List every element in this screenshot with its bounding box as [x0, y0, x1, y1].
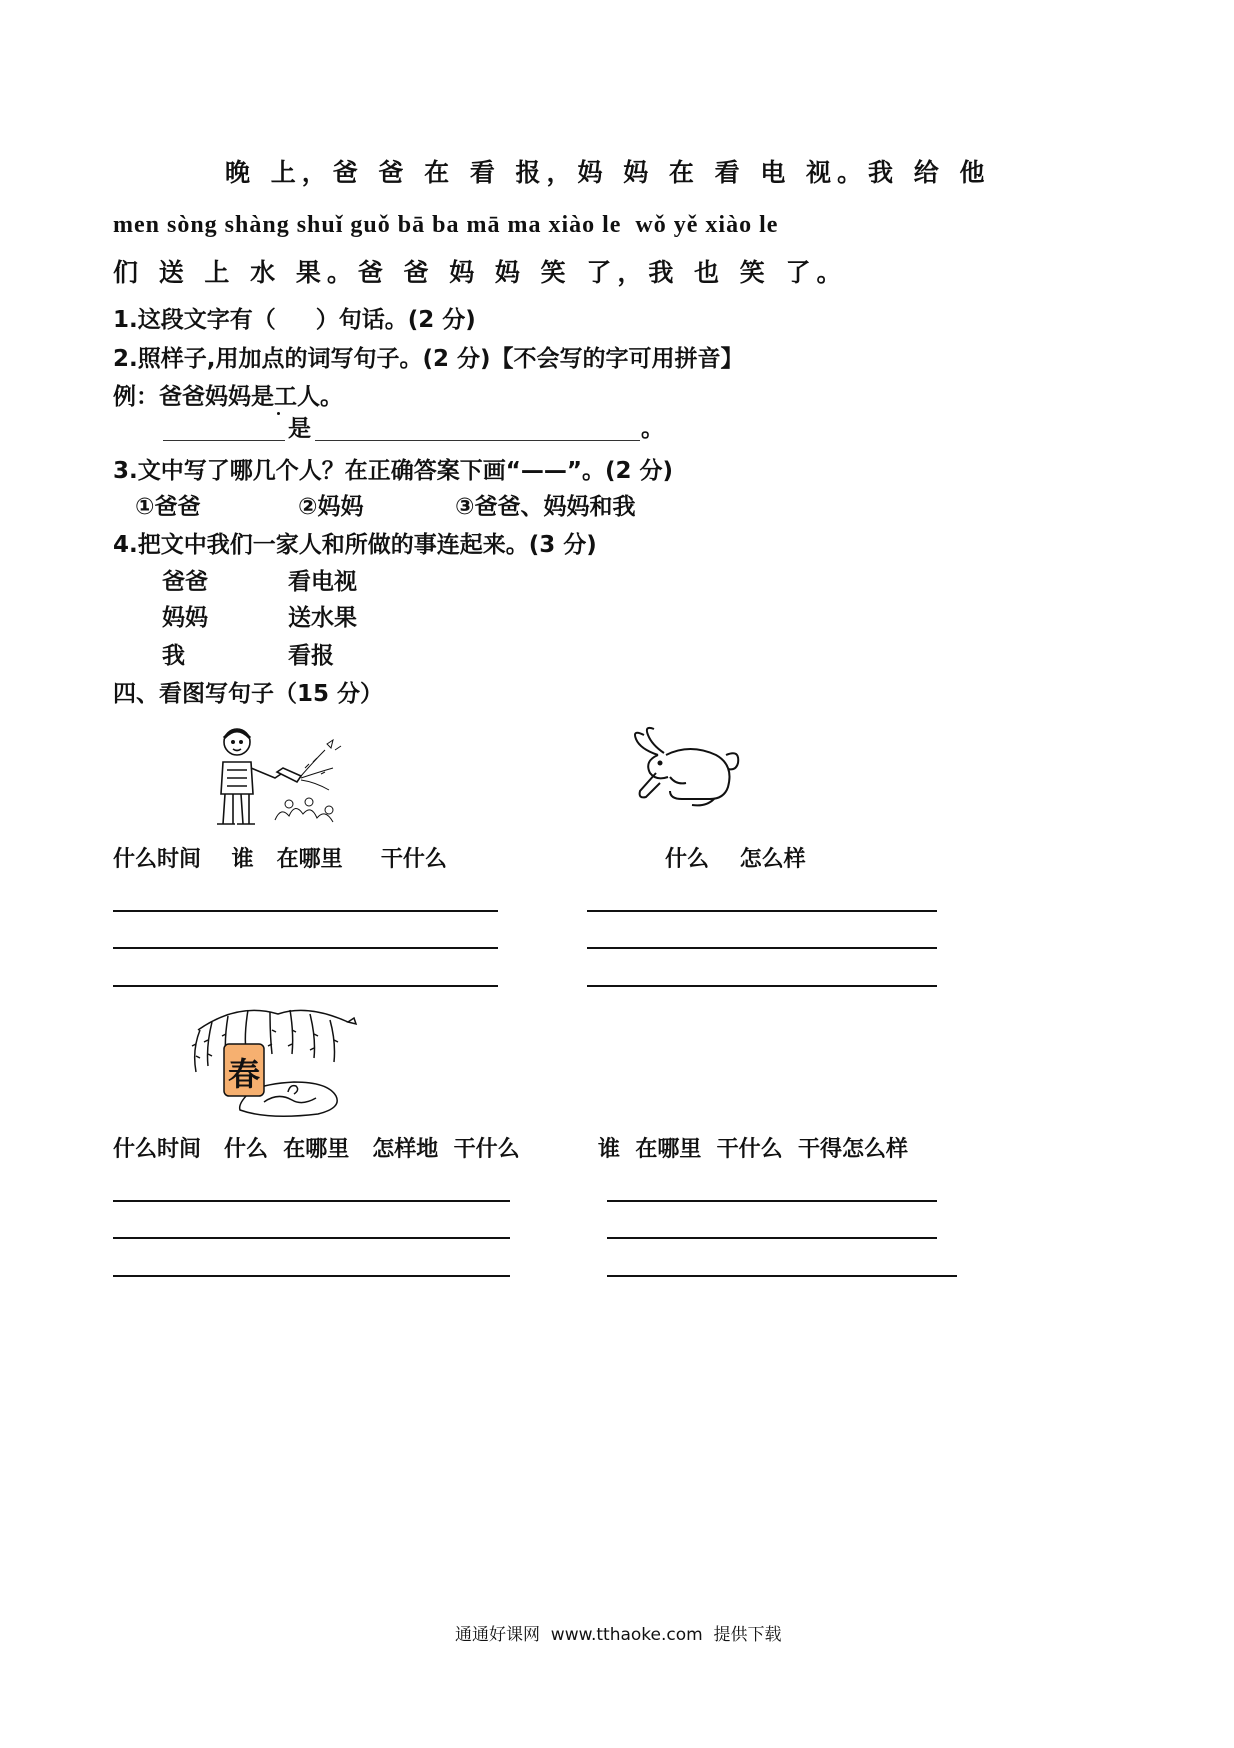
- q3-option-3[interactable]: ③爸爸、妈妈和我: [455, 494, 636, 520]
- q3-option-2[interactable]: ②妈妈: [298, 494, 364, 520]
- spring-willow-pond-picture: [178, 1000, 368, 1120]
- q4-person-3[interactable]: 我: [162, 643, 185, 669]
- writing-line[interactable]: [113, 1275, 510, 1277]
- q3-option-1[interactable]: ①爸爸: [135, 494, 201, 520]
- picture-2-prompt: 什么 怎么样: [665, 847, 806, 872]
- q4-action-2[interactable]: 送水果: [288, 605, 357, 631]
- question-2: 2.照样子,用加点的词写句子。(2 分)【不会写的字可用拼音】: [113, 346, 744, 372]
- spring-character: 春: [227, 1055, 261, 1093]
- rabbit-picture: [630, 725, 745, 810]
- section-4-title: 四、看图写句子（15 分）: [113, 681, 384, 707]
- question-3: 3.文中写了哪几个人？在正确答案下画“——”。(2 分): [113, 458, 674, 484]
- writing-line[interactable]: [587, 985, 937, 987]
- q2-fill-word: 是: [288, 416, 311, 442]
- q4-action-3[interactable]: 看报: [288, 643, 334, 669]
- writing-line[interactable]: [607, 1200, 937, 1202]
- passage-pinyin: men sòng shàng shuǐ guǒ bā ba mā ma xiào le wǒ yě xiào le: [113, 212, 779, 238]
- q2-blank-2[interactable]: [315, 440, 640, 441]
- writing-line[interactable]: [607, 1275, 957, 1277]
- question-4: 4.把文中我们一家人和所做的事连起来。(3 分): [113, 532, 597, 558]
- writing-line[interactable]: [113, 985, 498, 987]
- writing-line[interactable]: [587, 947, 937, 949]
- question-1: 1.这段文字有（ ）句话。(2 分): [113, 307, 476, 333]
- writing-line[interactable]: [607, 1237, 937, 1239]
- writing-line[interactable]: [587, 910, 937, 912]
- question-2-example: 例：爸爸妈妈是工人。: [113, 384, 343, 410]
- writing-line[interactable]: [113, 947, 498, 949]
- q4-person-2[interactable]: 妈妈: [162, 605, 208, 631]
- q2-fill-end: 。: [641, 416, 664, 442]
- picture-1-prompt: 什么时间 谁 在哪里 干什么: [113, 847, 447, 872]
- q4-person-1[interactable]: 爸爸: [162, 569, 208, 595]
- writing-line[interactable]: [113, 1200, 510, 1202]
- passage-line-3: 们 送 上 水 果。爸 爸 妈 妈 笑 了，我 也 笑 了。: [113, 258, 848, 287]
- picture-3-prompt: 什么时间 什么 在哪里 怎样地 干什么: [113, 1137, 520, 1162]
- q4-action-1[interactable]: 看电视: [288, 569, 357, 595]
- passage-line-1: 晚 上，爸 爸 在 看 报，妈 妈 在 看 电 视。我 给 他: [225, 158, 991, 187]
- emphasis-dot: [277, 412, 280, 415]
- boy-watering-flowers-picture: [205, 720, 350, 830]
- writing-line[interactable]: [113, 1237, 510, 1239]
- footer-text: 通通好课网 www.tthaoke.com 提供下载: [455, 1625, 782, 1645]
- picture-4-prompt: 谁 在哪里 干什么 干得怎么样: [598, 1137, 908, 1162]
- q2-blank-1[interactable]: [163, 440, 285, 441]
- writing-line[interactable]: [113, 910, 498, 912]
